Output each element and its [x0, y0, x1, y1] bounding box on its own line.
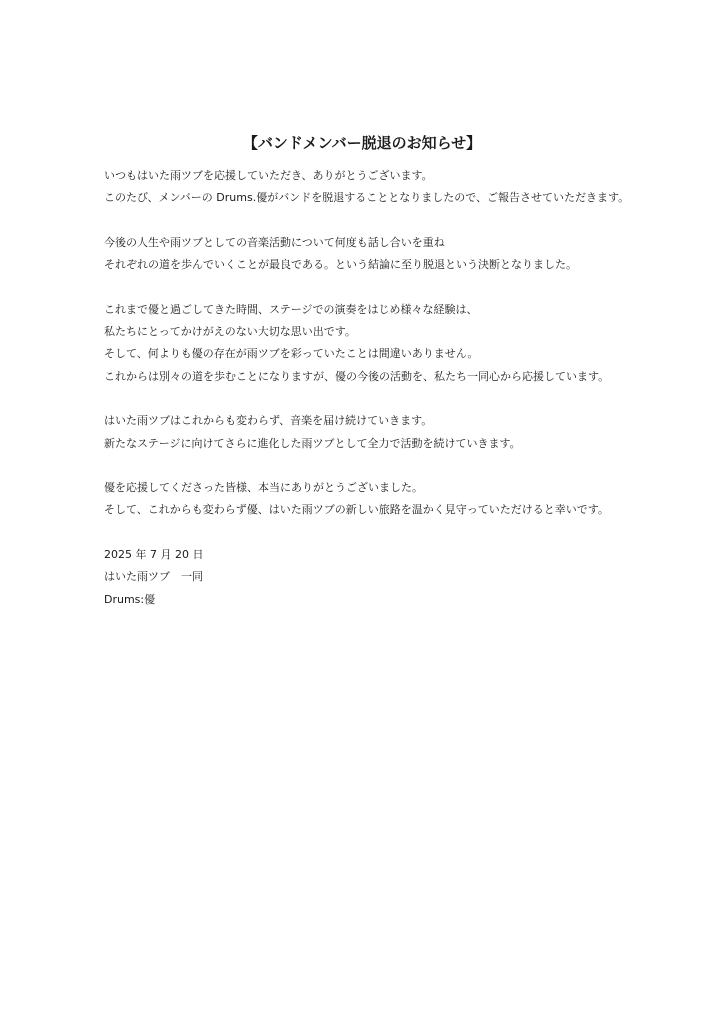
text-line: 今後の人生や雨ツブとしての音楽活動について何度も話し合いを重ね — [104, 235, 445, 249]
text-line: 優を応援してくださった皆様、本当にありがとうございました。 — [104, 481, 423, 495]
text-line: このたび、メンバーの Drums.優がバンドを脱退することとなりましたので、ご報告させていただきます。 — [104, 191, 630, 205]
text-line: 新たなステージに向けてさらに進化した雨ツブとして全力で活動を続けていきます。 — [104, 436, 521, 450]
text-line: はいた雨ツブはこれからも変わらず、音楽を届け続けていきます。 — [104, 414, 433, 428]
signature-band: はいた雨ツブ 一同 — [104, 570, 203, 584]
text-line: これまで優と過ごしてきた時間、ステージでの演奏をはじめ様々な経験は、 — [104, 302, 478, 316]
announcement-body — [104, 165, 704, 611]
paragraph-gap — [104, 522, 704, 544]
text-line: それぞれの道を歩んでいくことが最良である。という結論に至り脱退という決断となりました。 — [104, 258, 577, 272]
text-line: いつもはいた雨ツブを応援していただき、ありがとうございます。 — [104, 169, 433, 182]
paragraph-future — [104, 410, 704, 455]
paragraph-gap — [104, 276, 704, 298]
paragraph-memories — [104, 299, 704, 388]
text-line: そして、これからも変わらず優、はいた雨ツブの新しい旅路を温かく見守っていただけると幸いです。 — [104, 503, 609, 517]
paragraph-thanks — [104, 477, 704, 522]
signature-block — [104, 544, 704, 611]
text-line: これからは別々の道を歩むことになりますが、優の今後の活動を、私たち一同心から応援しています。 — [104, 369, 610, 383]
paragraph-reason — [104, 232, 704, 277]
paragraph-greeting — [104, 165, 704, 210]
announcement-title: 【バンドメンバー脱退のお知らせ】 — [242, 134, 482, 152]
signature-member: Drums:優 — [104, 592, 156, 606]
signature-date: 2025 年 7 月 20 日 — [104, 548, 204, 562]
paragraph-gap — [104, 210, 704, 232]
paragraph-gap — [104, 455, 704, 477]
text-line: 私たちにとってかけがえのない大切な思い出です。 — [104, 325, 356, 339]
text-line: そして、何よりも優の存在が雨ツブを彩っていたことは間違いありません。 — [104, 347, 479, 361]
paragraph-gap — [104, 388, 704, 410]
